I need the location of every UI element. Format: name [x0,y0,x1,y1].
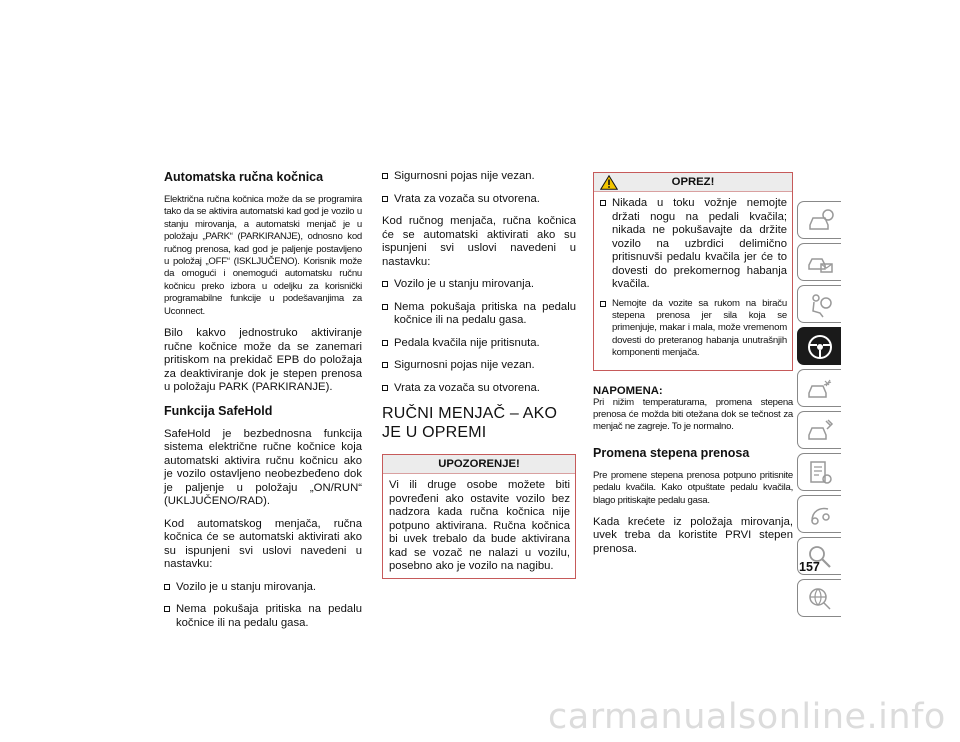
heading-gear-shifting: Promena stepena prenosa [593,445,750,460]
watermark: carmanualsonline.info [548,697,946,737]
list-item: Vozilo je u stanju mirovanja. [382,278,576,292]
list-item: Pedala kvačila nije pritisnuta. [382,337,576,351]
paragraph: Kod automatskog menjača, ručna kočnica će se automatski aktivirati ako su ispunjeni svi uslovi navedeni u nastavku: [164,517,362,571]
language-icon [806,585,834,613]
tab-multimedia[interactable] [797,495,841,533]
tab-car-crash[interactable] [797,369,841,407]
list-item: Nema pokušaja pritiska na pedalu kočnice ili na pedalu gasa. [382,301,576,328]
paragraph: Pre promene stepena prenosa potpuno pritisnite pedalu kvačila. Kako otpuštate pedalu kvačila, blago pritiskajte pedalu gasa. [593,469,793,506]
checkbox-bullet-icon [164,584,170,590]
checkbox-bullet-icon [382,304,388,310]
note-title: NAPOMENA: [593,384,663,397]
column-left [164,170,362,639]
car-mail-icon [806,249,834,277]
tab-steering-wheel[interactable] [797,327,841,365]
checkbox-bullet-icon [382,173,388,179]
paragraph: SafeHold je bezbednosna funkcija sistema električne ručne kočnice koja automatski aktivira ručnu kočnicu ako je vozilo ostavljeno neobezbeđeno dok je paljenje u položaju „ON/RUN“ (UKLJUČENO/RAD). [164,427,362,508]
bullet-list [382,170,576,206]
car-crash-icon [806,375,834,403]
caution-list [600,197,787,360]
warning-title: UPOZORENJE! [383,455,575,474]
checkbox-bullet-icon [382,196,388,202]
warning-text: Vi ili druge osobe možete biti povređeni ako ostavite vozilo bez nadzora kada ručna kočnica nije potpuno aktivirana. Ručna kočnica bi uvek trebalo da bude aktivirana kad se vozač ne nalazi u vozilu, posebno ako je vozilo na nagibu. [389,479,570,572]
caution-header [594,173,792,192]
paragraph: Kod ručnog menjača, ručna kočnica će se automatski aktivirati ako su ispunjeni svi uslovi navedeni u nastavku: [382,215,576,268]
checkbox-bullet-icon [382,281,388,287]
tab-car-service[interactable] [797,411,841,449]
column-right [593,172,793,565]
warning-box [382,454,576,579]
tab-service-list[interactable] [797,453,841,491]
checkbox-bullet-icon [164,606,170,612]
paragraph: Električna ručna kočnica može da se programira tako da se aktivira automatski kad god je vozilo u stanju mirovanja, a automatski menjač je u položaju „PARK“ (PARKIRANJE), odnosno kod ručnog prenosa, kad god je paljenje postavljeno u položaj „OFF“ (ISKLJUČENO). Korisnik može da omogući i onemogući automatsku ručnu kočnicu preko izbora u odeljku za korisnički programabilne funkcije u podešavanjima za Uconnect. [164,194,362,317]
caution-box [593,172,793,371]
tab-car-mail[interactable] [797,243,841,281]
multimedia-icon [806,501,834,529]
seat-airbag-icon [806,291,834,319]
column-middle [382,170,576,579]
checkbox-bullet-icon [382,362,388,368]
checkbox-bullet-icon [382,385,388,391]
list-item: Nikada u toku vožnje nemojte držati nogu na pedali kvačila; nikada ne pokušavajte da držite vozilo na uzbrdici delimično pritisnuvši pedalu kvačila jer će to dovesti do prekomernog habanja kvačila. [600,197,787,292]
service-list-icon [806,459,834,487]
note-text: Pri nižim temperaturama, promena stepena prenosa će možda biti otežana dok se tečnost za menjač ne zagreje. To je normalno. [593,396,793,433]
list-item: Vozilo je u stanju mirovanja. [164,581,362,595]
list-item: Sigurnosni pojas nije vezan. [382,359,576,373]
steering-wheel-icon [806,333,834,361]
warning-triangle-icon [600,175,618,190]
list-item: Vrata za vozača su otvorena. [382,193,576,207]
list-item: Vrata za vozača su otvorena. [382,382,576,396]
checkbox-bullet-icon [600,200,606,206]
page-number: 157 [799,560,820,574]
heading-safehold: Funkcija SafeHold [164,403,273,418]
caution-title: OPREZ! [671,176,715,188]
car-info-icon [806,207,834,235]
list-item: Sigurnosni pojas nije vezan. [382,170,576,184]
tab-seat-airbag[interactable] [797,285,841,323]
tab-car-info[interactable] [797,201,841,239]
bullet-list [164,581,362,631]
paragraph: Bilo kakvo jednostruko aktiviranje ručne kočnice može da se zanemari pritiskom na prekidač EPB do položaja za deaktiviranje dok je stepen prenosa u položaju PARK (PARKIRANJE). [164,327,362,394]
checkbox-bullet-icon [600,301,606,307]
section-title: RUČNI MENJAČ – AKO JE U OPREMI [382,405,558,441]
chapter-tabs [797,201,841,621]
car-service-icon [806,417,834,445]
checkbox-bullet-icon [382,340,388,346]
list-item: Nema pokušaja pritiska na pedalu kočnice ili na pedalu gasa. [164,603,362,630]
list-item: Nemojte da vozite sa rukom na biraču stepena prenosa jer sila koja se primenjuje, makar i mala, može vremenom dovesti do preteranog habanja unutrašnjih komponenti menjača. [600,298,787,360]
bullet-list [382,278,576,395]
paragraph: Kada krećete iz položaja mirovanja, uvek treba da koristite PRVI stepen prenosa. [593,515,793,555]
tab-language[interactable] [797,579,841,617]
heading-automatic-parking-brake: Automatska ručna kočnica [164,170,324,184]
